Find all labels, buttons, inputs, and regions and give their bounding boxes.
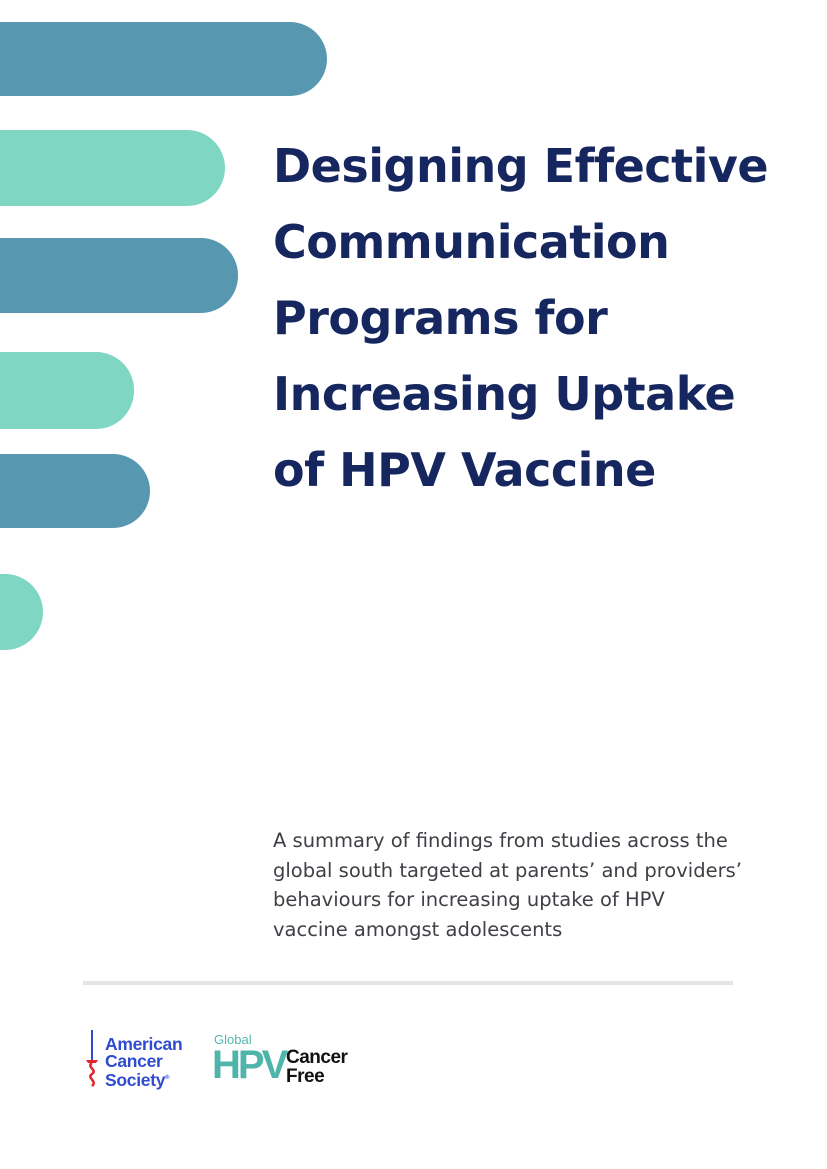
hpv-cancer-free-label	[286, 1048, 347, 1086]
sword-icon	[82, 1030, 102, 1090]
decorative-pill-teal-3	[0, 574, 43, 650]
title-line: Communication	[273, 215, 670, 269]
acs-line: American	[105, 1034, 183, 1054]
document-subtitle	[273, 826, 793, 944]
title-line: Programs for	[273, 291, 608, 345]
document-title	[273, 128, 813, 508]
decorative-pill-blue-2	[0, 238, 238, 313]
american-cancer-society-logo	[82, 1030, 202, 1090]
divider	[83, 981, 733, 985]
hpv-global-label: Global	[214, 1032, 252, 1047]
title-line: of HPV Vaccine	[273, 443, 656, 497]
decorative-pill-blue-3	[0, 454, 150, 528]
hpv-letters: HPV	[212, 1043, 286, 1087]
acs-line: Cancer	[105, 1051, 163, 1071]
title-line: Designing Effective	[273, 139, 769, 193]
subtitle-line: A summary of findings from studies across the	[273, 829, 728, 852]
subtitle-line: vaccine amongst adolescents	[273, 917, 563, 941]
registered-mark: ®	[165, 1075, 170, 1081]
hpv-cf-line: Cancer	[286, 1047, 348, 1068]
decorative-pill-teal-2	[0, 352, 134, 429]
decorative-pill-blue-1	[0, 22, 327, 96]
acs-wordmark	[105, 1036, 182, 1089]
subtitle-line: behaviours for increasing uptake of HPV	[273, 888, 665, 911]
subtitle-line: global south targeted at parents’ and providers’	[273, 858, 742, 882]
decorative-pill-teal-1	[0, 130, 225, 206]
acs-line: Society®	[105, 1069, 170, 1090]
title-line: Increasing Uptake	[273, 367, 736, 421]
global-hpv-cancer-free-logo	[212, 1032, 382, 1092]
hpv-cf-line: Free	[286, 1066, 325, 1087]
